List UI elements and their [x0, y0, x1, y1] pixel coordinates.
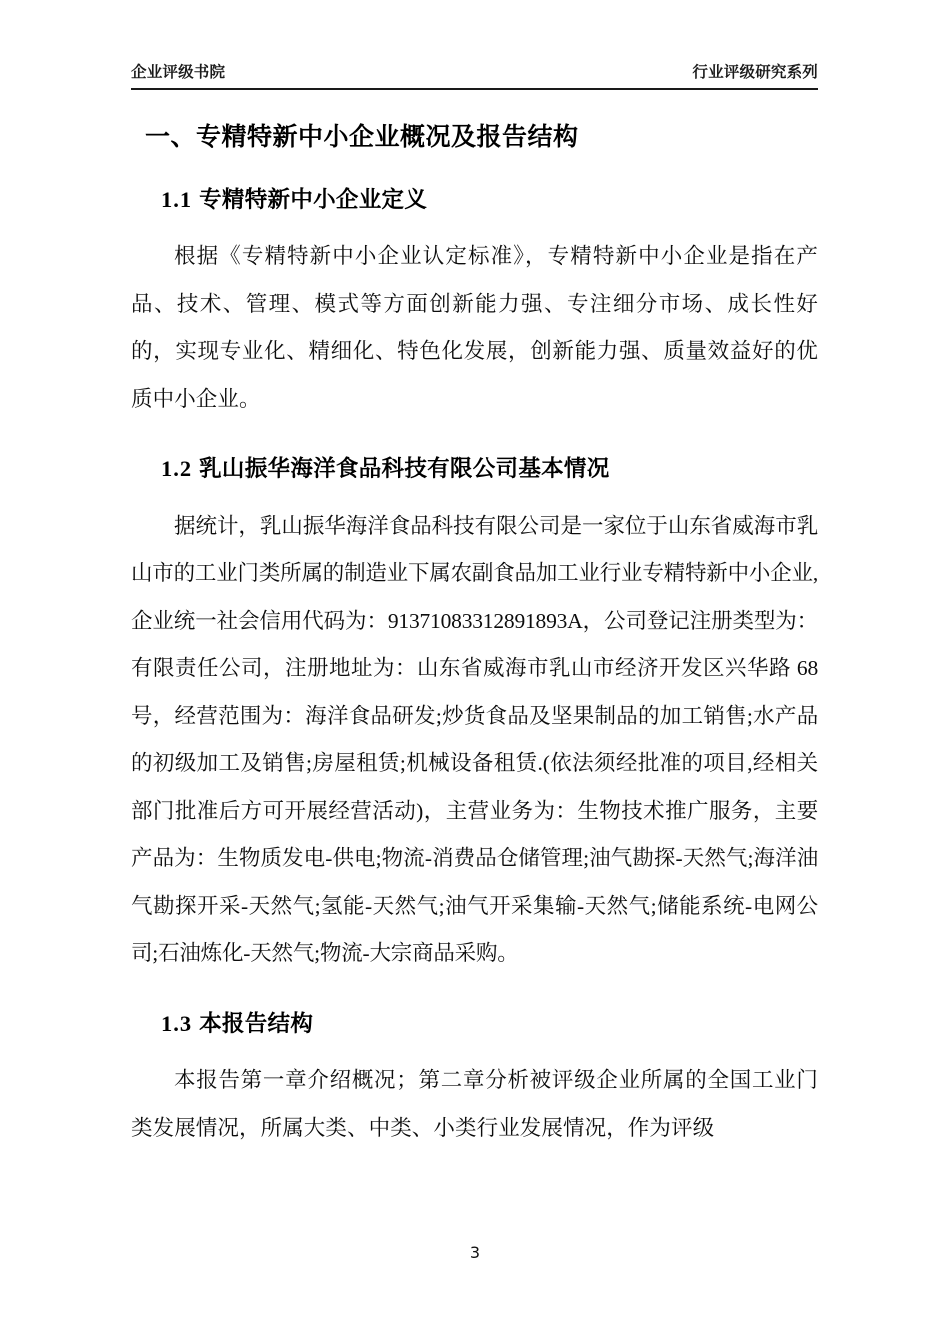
section-number-1-3: 1.3 [161, 1010, 193, 1036]
section-number-1-2: 1.2 [161, 456, 193, 482]
page-content [131, 104, 818, 1152]
section-paragraph-1-1: 根据《专精特新中小企业认定标准》，专精特新中小企业是指在产品、技术、管理、模式等方面创新能力强、专注细分市场、成长性好的，实现专业化、精细化、特色化发展，创新能力强、质量效益好的优质中小企业。 [131, 244, 818, 411]
section-title-1-3: 本报告结构 [199, 1010, 314, 1037]
section-title-1-1: 专精特新中小企业定义 [199, 186, 428, 213]
header-left-label: 企业评级书院 [131, 63, 226, 81]
running-header [131, 64, 818, 81]
section-heading-1-3 [131, 1008, 818, 1041]
section-paragraph-1-2: 据统计，乳山振华海洋食品科技有限公司是一家位于山东省威海市乳山市的工业门类所属的制造业下属农副食品加工业行业专精特新中小企业,企业统一社会信用代码为：91371083312891893A，公司登记注册类型为：有限责任公司，注册地址为：山东省威海市乳山市经济开发区兴华路 68 号，经营范围为：海洋食品研发;炒货食品及坚果制品的加工销售;水产品的初级加工及销售;房屋租赁;机械设备租赁.(依法须经批准的项目,经相关部门批准后方可开展经营活动)，主营业务为：生物技术推广服务，主要产品为：生物质发电-供电;物流-消费品仓储管理;油气勘探-天然气;海洋油气勘探开采-天然气;氢能-天然气;油气开采集输-天然气;储能系统-电网公司;石油炼化-天然气;物流-大宗商品采购。 [131, 513, 818, 966]
section-heading-1-1 [131, 184, 818, 217]
section-title-1-2: 乳山振华海洋食品科技有限公司基本情况 [199, 456, 610, 483]
page-number: 3 [469, 1243, 481, 1262]
section-paragraph-1-3: 本报告第一章介绍概况；第二章分析被评级企业所属的全国工业门类发展情况，所属大类、中类、小类行业发展情况，作为评级 [131, 1068, 818, 1140]
section-number-1-1: 1.1 [161, 186, 193, 212]
chapter-title: 一、专精特新中小企业概况及报告结构 [145, 122, 579, 151]
header-right-label: 行业评级研究系列 [692, 63, 818, 81]
section-heading-1-2 [131, 453, 818, 486]
header-divider-rule [131, 88, 818, 90]
